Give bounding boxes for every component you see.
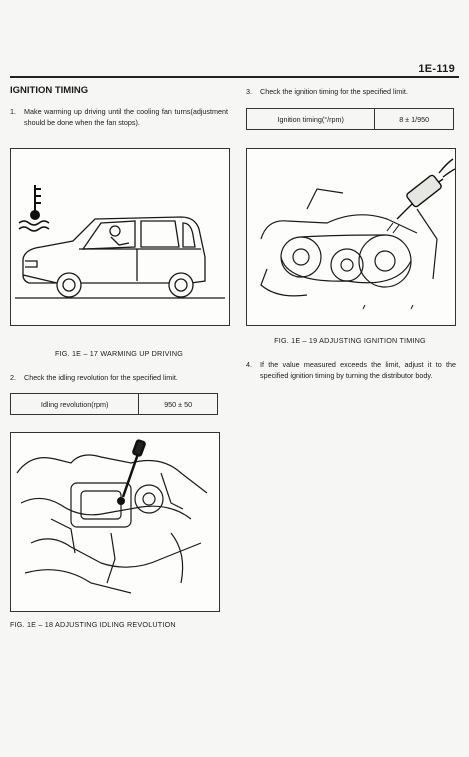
figure-adjusting-ignition-timing [246, 148, 456, 326]
screwdriver-tool [123, 440, 145, 497]
figure-caption-19: FIG. 1E – 19 ADJUSTING IGNITION TIMING [274, 336, 426, 345]
step-text: Make warming up driving until the cooling fan turns(adjustment should be done when the fan stops). [24, 107, 228, 127]
step-text: Check the ignition timing for the specified limit. [260, 87, 408, 96]
spec-parameter: Idling revolution(rpm) [11, 394, 139, 415]
spec-parameter: Ignition timing(°/rpm) [247, 109, 375, 130]
step-2 [10, 372, 228, 383]
table-row [11, 394, 218, 415]
timing-spec-table [246, 108, 454, 130]
step-number: 4. [246, 360, 252, 369]
figure-warming-up-driving [10, 148, 230, 326]
idle-adjust-screw [117, 497, 125, 505]
coolant-temperature-icon [19, 185, 49, 231]
step-text: If the value measured exceeds the limit, adjust it to the specified ignition timing by turning the distributor body. [260, 360, 456, 380]
timing-marks [363, 223, 413, 309]
step-3 [246, 86, 456, 97]
step-text: Check the idling revolution for the specified limit. [24, 373, 178, 382]
figure-adjusting-idling-revolution [10, 432, 220, 612]
step-number: 2. [10, 373, 16, 382]
spec-value: 8 ± 1/950 [375, 109, 454, 130]
table-row [247, 109, 454, 130]
car-illustration [23, 217, 205, 297]
page-number: 1E-119 [418, 63, 455, 75]
section-title: IGNITION TIMING [10, 85, 89, 96]
figure-caption-18: FIG. 1E – 18 ADJUSTING IDLING REVOLUTION [10, 620, 176, 629]
left-column [10, 82, 228, 136]
step-1 [10, 106, 228, 128]
figure-caption-17: FIG. 1E – 17 WARMING UP DRIVING [54, 349, 183, 358]
step-number: 1. [10, 107, 16, 116]
engine-idle-adjust-illustration [17, 455, 207, 593]
step-4 [246, 359, 456, 381]
spec-value: 950 ± 50 [139, 394, 218, 415]
timing-light-tool [397, 159, 455, 219]
header-rule [10, 76, 459, 78]
step-number: 3. [246, 87, 252, 96]
idling-spec-table [10, 393, 218, 415]
